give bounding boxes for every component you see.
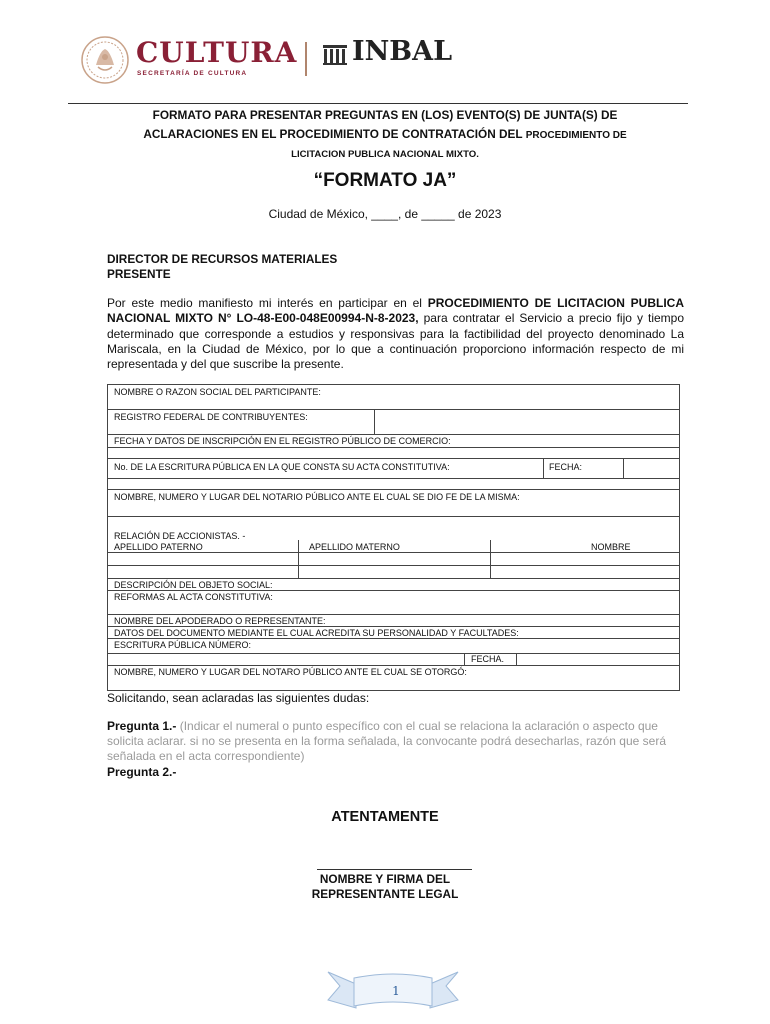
intro-text-2: para contratar el Servicio a precio fijo y tiempo determinado que corresponde a estudios y responsivas para la factibilidad del proyecto denominado La Mariscala, en la Ciudad de México, por lo que a continuación proporciono información respecto de mi representada y del que suscribe la presente. xyxy=(107,311,684,372)
table-divider xyxy=(464,653,465,665)
table-row xyxy=(108,565,679,566)
request-intro: Solicitando, sean aclaradas las siguientes dudas: xyxy=(107,691,370,705)
table-row xyxy=(108,653,679,654)
intro-paragraph xyxy=(107,296,684,372)
title-line-3: LICITACION PUBLICA NACIONAL MIXTO. xyxy=(291,149,479,160)
logo-cultura: CULTURA xyxy=(136,36,298,69)
table-divider xyxy=(543,458,544,478)
inbal-building-icon xyxy=(322,43,348,65)
intro-text-1: Por este medio manifiesto mi interés en participar en el xyxy=(107,296,428,310)
header-apellido-paterno: APELLIDO PATERNO xyxy=(114,542,203,552)
header-apellido-materno: APELLIDO MATERNO xyxy=(309,542,400,552)
question-1-instructions: (Indicar el numeral o punto específico con el cual se relaciona la aclaración o aspecto que solicita aclarar. si no se presenta en la forma señalada, la convocante podrá desecharlas, razón que será señalada en el acta correspondiente) xyxy=(107,719,666,763)
table-row xyxy=(108,516,679,517)
participant-data-table xyxy=(107,384,680,691)
logo-secretaria: SECRETARÍA DE CULTURA xyxy=(137,70,248,77)
signature-caption-2: REPRESENTANTE LEGAL xyxy=(311,887,459,901)
title-line-2b: PROCEDIMIENTO DE xyxy=(525,130,627,141)
logo-divider xyxy=(305,42,307,76)
field-fecha-escritura: FECHA: xyxy=(549,462,583,472)
title-line-2 xyxy=(85,125,685,145)
table-divider xyxy=(490,540,491,578)
question-1-label: Pregunta 1.- xyxy=(107,719,177,733)
question-2-label: Pregunta 2.- xyxy=(107,765,177,779)
table-divider xyxy=(623,458,624,478)
table-divider xyxy=(298,540,299,578)
addressee-director: DIRECTOR DE RECURSOS MATERIALES xyxy=(107,252,338,266)
signature-line xyxy=(317,869,472,870)
logo-inbal: INBAL xyxy=(352,36,453,67)
page-number: 1 xyxy=(392,984,400,998)
table-row xyxy=(108,626,679,627)
field-notaro-otorgo: NOMBRE, NUMERO Y LUGAR DEL NOTARO PÚBLICO ANTE EL CUAL SE OTORGÓ: xyxy=(114,667,467,677)
intro-procedure-number: PROCEDIMIENTO DE LICITACION PUBLICA NACIONAL MIXTO N° LO-48-E00-048E00994-N-8-2023, xyxy=(107,296,684,326)
closing-atentamente: ATENTAMENTE xyxy=(331,809,439,825)
signature-caption-1: NOMBRE Y FIRMA DEL xyxy=(319,872,451,886)
table-row xyxy=(108,552,679,553)
table-row xyxy=(108,638,679,639)
field-notario: NOMBRE, NUMERO Y LUGAR DEL NOTARIO PÚBLICO ANTE EL CUAL SE DIO FE DE LA MISMA: xyxy=(114,492,520,502)
table-divider xyxy=(374,409,375,434)
field-documento-personalidad: DATOS DEL DOCUMENTO MEDIANTE EL CUAL ACREDITA SU PERSONALIDAD Y FACULTADES: xyxy=(114,628,519,638)
table-row xyxy=(108,458,679,459)
field-escritura-numero: ESCRITURA PÚBLICA NÚMERO: xyxy=(114,640,252,650)
title-line-2a: ACLARACIONES EN EL PROCEDIMIENTO DE CONTRATACIÓN DEL xyxy=(143,127,523,141)
field-rfc: REGISTRO FEDERAL DE CONTRIBUYENTES: xyxy=(114,412,308,422)
table-divider xyxy=(516,653,517,665)
mexico-seal-icon xyxy=(80,35,130,85)
formato-heading: “FORMATO JA” xyxy=(313,170,457,191)
table-row xyxy=(108,489,679,490)
table-row xyxy=(108,665,679,666)
field-objeto-social: DESCRIPCIÓN DEL OBJETO SOCIAL: xyxy=(114,580,273,590)
field-accionistas: RELACIÓN DE ACCIONISTAS. - xyxy=(114,531,246,541)
field-apoderado: NOMBRE DEL APODERADO O REPRESENTANTE: xyxy=(114,616,326,626)
title-line-1: FORMATO PARA PRESENTAR PREGUNTAS EN (LOS) EVENTO(S) DE JUNTA(S) DE xyxy=(152,108,618,122)
header-nombre: NOMBRE xyxy=(591,542,631,552)
table-row xyxy=(108,614,679,615)
place-date-line: Ciudad de México, ____, de _____ de 2023 xyxy=(268,207,502,221)
table-row xyxy=(108,447,679,448)
table-row xyxy=(108,590,679,591)
field-escritura-acta: No. DE LA ESCRITURA PÚBLICA EN LA QUE CONSTA SU ACTA CONSTITUTIVA: xyxy=(114,462,450,472)
addressee-presente: PRESENTE xyxy=(107,267,171,281)
table-row xyxy=(108,478,679,479)
table-row xyxy=(108,578,679,579)
table-row xyxy=(108,409,679,410)
header-rule xyxy=(68,103,688,104)
document-title xyxy=(85,106,685,164)
question-1 xyxy=(107,719,684,764)
field-reformas: REFORMAS AL ACTA CONSTITUTIVA: xyxy=(114,592,273,602)
field-fecha-escritura-2: FECHA. xyxy=(471,654,505,664)
table-row xyxy=(108,434,679,435)
field-fecha-datos-inscripcion: FECHA Y DATOS DE INSCRIPCIÓN EN EL REGISTRO PÚBLICO DE COMERCIO: xyxy=(114,436,451,446)
field-razon-social: NOMBRE O RAZON SOCIAL DEL PARTICIPANTE: xyxy=(114,387,321,397)
